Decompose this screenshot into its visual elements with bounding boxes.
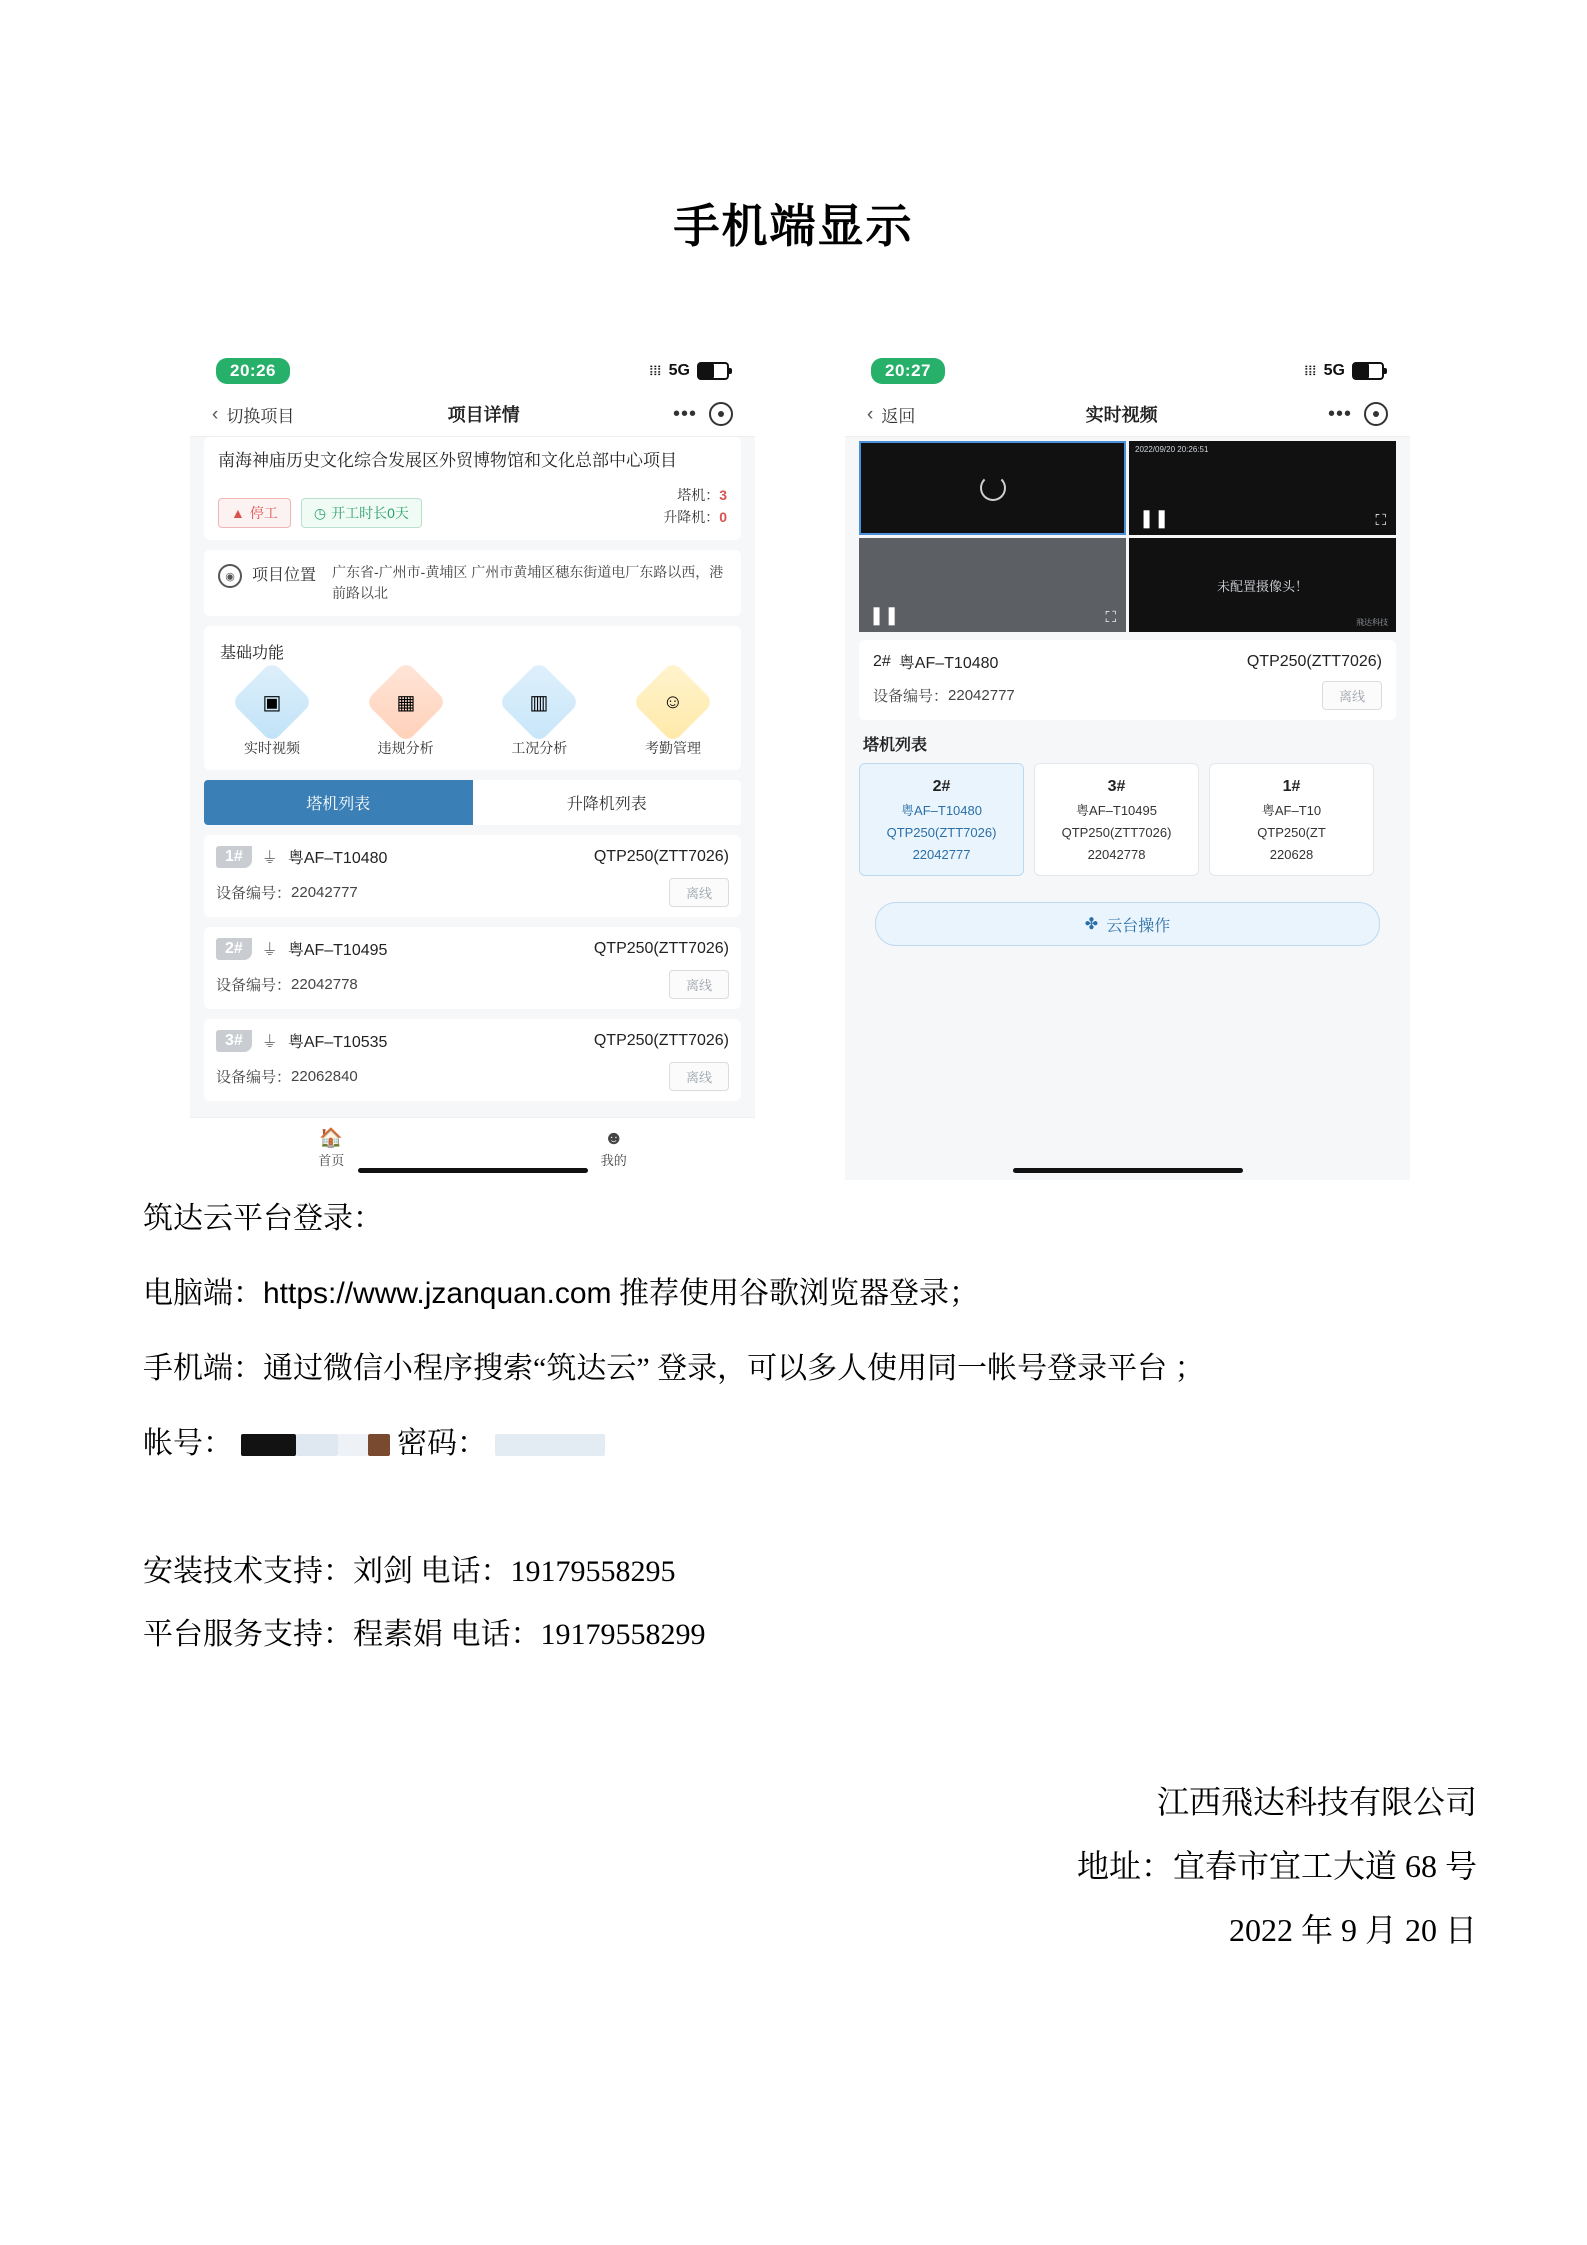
- video-tile-4[interactable]: [1129, 538, 1396, 632]
- tab-lift-list[interactable]: 升降机列表: [473, 780, 742, 825]
- crane-list-title: 塔机列表: [863, 737, 928, 754]
- loading-spinner-icon: [980, 475, 1006, 501]
- home-indicator: [1013, 1168, 1243, 1173]
- equipment-tabs: [204, 780, 741, 825]
- location-pin-icon: ◉: [218, 564, 242, 588]
- device-row-top: [216, 845, 729, 868]
- back-label: 返回: [881, 406, 916, 426]
- ptz-control-button[interactable]: [875, 902, 1380, 946]
- switch-project-label: 切换项目: [226, 406, 295, 426]
- list-item[interactable]: [1034, 763, 1199, 876]
- selected-device-sn-label: 设备编号：: [873, 688, 949, 705]
- status-indicators: [1305, 362, 1384, 380]
- status-time: 20:27: [871, 358, 945, 384]
- device-model: QTP250(ZTT7026): [593, 847, 729, 865]
- status-badge-duration: [301, 498, 422, 528]
- device-row-top: [216, 1029, 729, 1052]
- signal-bars-icon: ⦙⦙⦙: [649, 363, 662, 378]
- home-icon: 🏠: [319, 1128, 344, 1150]
- location-row: [218, 562, 727, 604]
- video-timestamp: 2022/09/20 20:26:51: [1135, 445, 1209, 454]
- chart-bar-icon: ▥: [498, 661, 580, 743]
- selected-device-info: [859, 640, 1396, 720]
- crane-model: QTP250(ZTT7026): [1061, 825, 1172, 841]
- nav-bar-left: [190, 392, 755, 437]
- crane-sn: 22042777: [912, 847, 971, 863]
- account-redacted-4: [368, 1434, 390, 1456]
- crane-count-value: 3: [719, 486, 727, 503]
- pc-note: 推荐使用谷歌浏览器登录；: [619, 1277, 980, 1310]
- password-label: 密码：: [397, 1427, 487, 1460]
- phone-screenshots: [190, 350, 1390, 1180]
- status-badge-stop-label: 停工: [249, 505, 278, 522]
- company-address: 地址：宜春市宜工大道 68 号: [1076, 1848, 1477, 1884]
- back-button[interactable]: [867, 402, 915, 427]
- login-info-block: [143, 1190, 1473, 1490]
- fullscreen-icon[interactable]: ⛶: [1375, 512, 1386, 529]
- status-time: 20:26: [216, 358, 290, 384]
- warning-analysis-icon: ▦: [365, 661, 447, 743]
- device-index: 3#: [216, 1030, 252, 1052]
- network-label: 5G: [668, 362, 690, 379]
- selected-device-title: 2#: [873, 652, 891, 670]
- ptz-icon: ✤: [1084, 916, 1099, 934]
- person-icon: ☻: [603, 1128, 624, 1150]
- crane-name: 粤AF–T10480: [901, 803, 982, 819]
- nav-title-left: 项目详情: [447, 405, 520, 425]
- equipment-counts: [663, 484, 727, 529]
- crane-model: QTP250(ZT: [1257, 825, 1326, 841]
- password-redacted: [495, 1434, 605, 1456]
- status-badge-stop: [218, 498, 291, 528]
- company-name: 江西飛达科技有限公司: [1156, 1784, 1477, 1820]
- switch-project-button[interactable]: [212, 402, 294, 427]
- device-row-top: [216, 937, 729, 960]
- phone-right: [845, 350, 1410, 1180]
- status-bar-left: [190, 350, 755, 392]
- ptz-button-label: 云台操作: [1106, 917, 1171, 935]
- more-dots-icon[interactable]: •••: [672, 403, 697, 425]
- fullscreen-icon[interactable]: ⛶: [1105, 609, 1116, 626]
- table-row[interactable]: [204, 1019, 741, 1101]
- status-indicators: [650, 362, 729, 380]
- video-tile-1[interactable]: [859, 441, 1126, 535]
- list-item[interactable]: [859, 763, 1024, 876]
- chevron-left-icon: ‹: [212, 403, 219, 425]
- support-install-line: 安装技术支持：刘剑 电话：19179558295: [143, 1555, 676, 1588]
- crane-icon: ⏚: [261, 850, 278, 868]
- nav-bar-right: [845, 392, 1410, 437]
- status-bar-right: [845, 350, 1410, 392]
- crane-index: 3#: [1107, 778, 1126, 795]
- target-circle-icon[interactable]: [709, 402, 733, 426]
- credentials-line: [143, 1415, 1473, 1472]
- function-violation-analysis-label: 违规分析: [377, 740, 434, 757]
- device-row-bottom: [216, 878, 729, 907]
- video-tile-3[interactable]: [859, 538, 1126, 632]
- device-row-bottom: [216, 1062, 729, 1091]
- table-row[interactable]: [204, 927, 741, 1009]
- crane-index: 1#: [1282, 778, 1301, 795]
- function-live-video[interactable]: [222, 673, 322, 758]
- device-index: 2#: [216, 938, 252, 960]
- project-name: 南海神庙历史文化综合发展区外贸博物馆和文化总部中心项目: [218, 451, 677, 470]
- project-tags: [218, 498, 422, 528]
- status-badge: 离线: [669, 1062, 729, 1091]
- document-date: 2022 年 9 月 20 日: [1228, 1912, 1477, 1948]
- login-heading: 筑达云平台登录：: [143, 1202, 383, 1235]
- function-condition-analysis[interactable]: [489, 673, 589, 758]
- status-badge: 离线: [1322, 681, 1382, 710]
- project-summary-card: [204, 437, 741, 540]
- location-label: 项目位置: [252, 567, 317, 585]
- nav-title-right: 实时视频: [1085, 405, 1158, 425]
- function-violation-analysis[interactable]: [356, 673, 456, 758]
- attendance-icon: ☺: [632, 661, 714, 743]
- crane-count-label: 塔机：: [677, 486, 720, 503]
- tab-home-label: 首页: [318, 1152, 345, 1168]
- brand-watermark: 飛达科技: [1356, 618, 1388, 627]
- pc-label: 电脑端：: [143, 1277, 263, 1310]
- device-sn-value: 22042777: [291, 884, 358, 902]
- target-circle-icon[interactable]: [1364, 402, 1388, 426]
- selected-device-row-top: [873, 650, 1382, 673]
- pc-login-line: [143, 1265, 1473, 1322]
- list-item[interactable]: [1209, 763, 1374, 876]
- crane-name: 粤AF–T10: [1261, 803, 1322, 819]
- crane-sn: 220628: [1269, 847, 1314, 863]
- crane-card-list: [845, 763, 1410, 876]
- nav-actions-right: [1328, 402, 1388, 426]
- device-sn-label: 设备编号：: [216, 885, 292, 903]
- support-block: [143, 1540, 1343, 1666]
- account-redacted: [241, 1434, 296, 1456]
- no-camera-label: 未配置摄像头！: [1216, 578, 1308, 594]
- device-sn-value: 22062840: [291, 1068, 358, 1086]
- pc-url[interactable]: https://www.jzanquan.com: [263, 1277, 612, 1310]
- crane-name: 粤AF–T10495: [1076, 803, 1157, 819]
- device-sn-value: 22042778: [291, 976, 358, 994]
- video-tile-2[interactable]: [1129, 441, 1396, 535]
- project-location-card: [204, 550, 741, 616]
- device-name: 粤AF–T10495: [287, 942, 388, 960]
- lift-count-label: 升降机：: [663, 509, 720, 526]
- device-sn-label: 设备编号：: [216, 1069, 292, 1087]
- mobile-login-line: 手机端：通过微信小程序搜索“筑达云” 登录，可以多人使用同一帐号登录平台 ；: [143, 1352, 1205, 1385]
- device-name: 粤AF–T10535: [287, 1034, 388, 1052]
- pause-icon[interactable]: ❚❚: [869, 605, 900, 625]
- warning-triangle-icon: ▲: [231, 505, 245, 522]
- project-meta-row: [218, 484, 727, 529]
- signal-bars-icon: ⦙⦙⦙: [1304, 363, 1317, 378]
- more-dots-icon[interactable]: •••: [1327, 403, 1352, 425]
- account-redacted-3: [338, 1434, 368, 1456]
- device-name: 粤AF–T10480: [287, 850, 388, 868]
- support-platform-line: 平台服务支持：程素娟 电话：19179558299: [143, 1618, 706, 1651]
- device-sn-label: 设备编号：: [216, 977, 292, 995]
- home-indicator: [358, 1168, 588, 1173]
- status-badge-duration-label: 开工时长0天: [331, 505, 409, 522]
- tab-crane-list[interactable]: 塔机列表: [204, 780, 473, 825]
- video-grid: [845, 437, 1410, 632]
- function-attendance-label: 考勤管理: [644, 740, 701, 757]
- phone-left: [190, 350, 755, 1180]
- device-row-bottom: [216, 970, 729, 999]
- crane-icon: ⏚: [261, 942, 278, 960]
- crane-model: QTP250(ZTT7026): [886, 825, 997, 841]
- account-redacted-2: [296, 1434, 338, 1456]
- basic-functions-title: 基础功能: [220, 645, 285, 663]
- account-label: 帐号：: [143, 1427, 233, 1460]
- crane-icon: ⏚: [261, 1034, 278, 1052]
- status-badge: 离线: [669, 970, 729, 999]
- battery-icon: [697, 362, 729, 380]
- tab-mine-label: 我的: [600, 1152, 627, 1168]
- signature-block: [1077, 1770, 1477, 1962]
- table-row[interactable]: [204, 835, 741, 917]
- nav-actions-left: [673, 402, 733, 426]
- function-condition-analysis-label: 工况分析: [511, 740, 568, 757]
- status-badge: 离线: [669, 878, 729, 907]
- pause-icon[interactable]: ❚❚: [1139, 508, 1170, 528]
- location-value: 广东省-广州市-黄埔区 广州市黄埔区穗东街道电厂东路以西，港前路以北: [332, 564, 724, 602]
- video-camera-icon: ▣: [231, 661, 313, 743]
- device-model: QTP250(ZTT7026): [593, 939, 729, 957]
- page-title: 手机端显示: [673, 201, 914, 252]
- selected-device-model: QTP250(ZTT7026): [1246, 652, 1382, 670]
- selected-device-row-bottom: [873, 681, 1382, 710]
- battery-icon: [1352, 362, 1384, 380]
- network-label: 5G: [1323, 362, 1345, 379]
- device-model: QTP250(ZTT7026): [593, 1031, 729, 1049]
- lift-count-value: 0: [719, 509, 727, 526]
- crane-sn: 22042778: [1087, 847, 1146, 863]
- selected-device-name: 粤AF–T10480: [898, 655, 999, 672]
- chevron-left-icon: ‹: [867, 403, 874, 425]
- tab-mine[interactable]: [601, 1129, 627, 1169]
- function-live-video-label: 实时视频: [244, 740, 300, 757]
- selected-device-sn-value: 22042777: [948, 687, 1015, 704]
- function-attendance[interactable]: [623, 673, 723, 758]
- tab-home[interactable]: [318, 1129, 344, 1169]
- clock-icon: ◷: [313, 504, 327, 521]
- device-index: 1#: [216, 846, 252, 868]
- crane-index: 2#: [932, 778, 951, 795]
- basic-functions-grid: [218, 673, 727, 758]
- basic-functions-card: [204, 626, 741, 770]
